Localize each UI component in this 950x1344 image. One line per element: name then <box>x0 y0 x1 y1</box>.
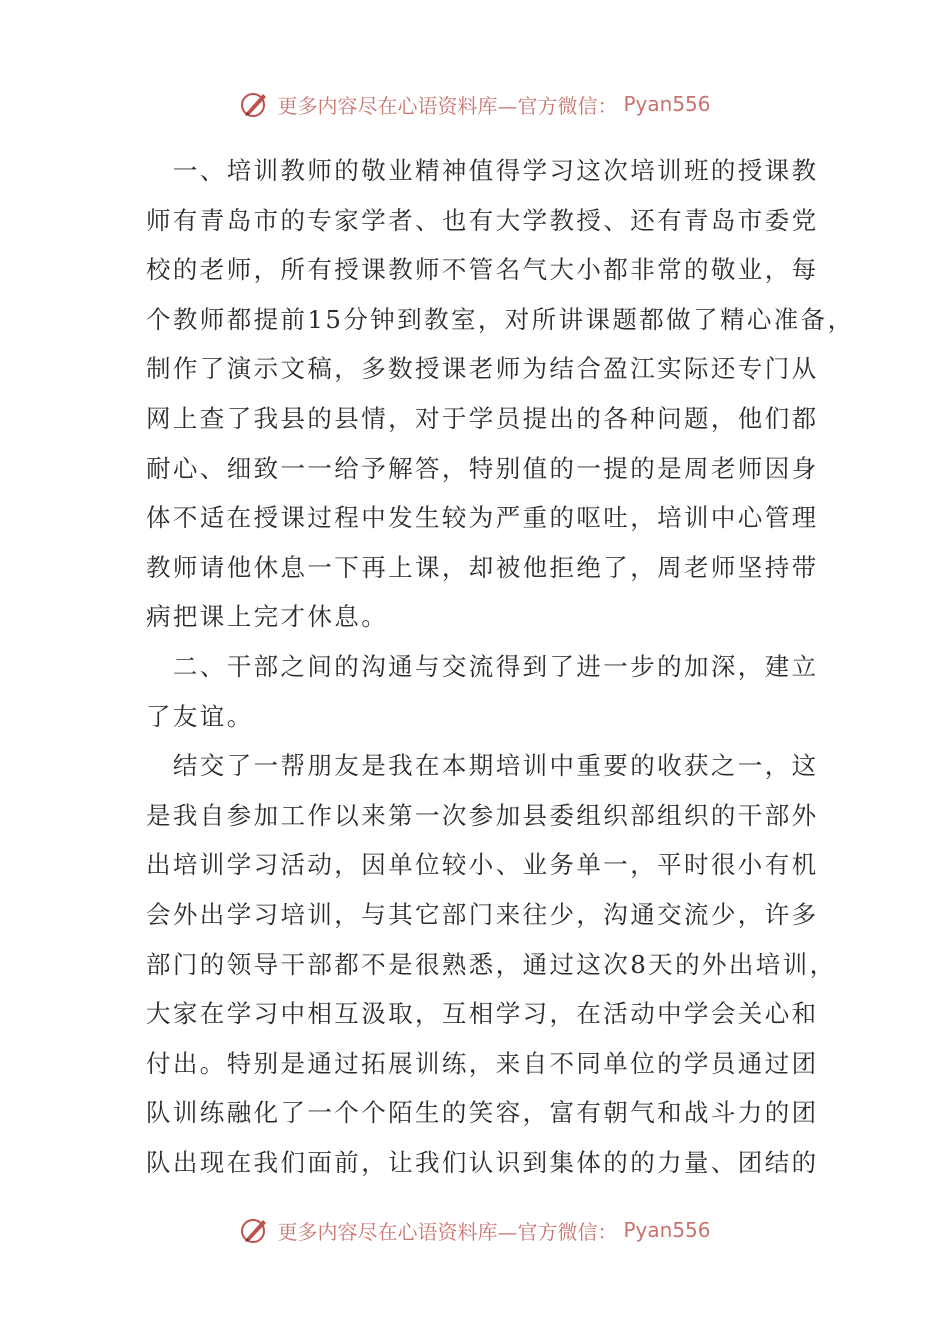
body-line: 出培训学习活动，因单位较小、业务单一，平时很小有机 <box>146 850 819 880</box>
pen-circle-logo-icon <box>239 88 271 120</box>
body-line: 部门的领导干部都不是很熟悉，通过这次8天的外出培训， <box>146 949 837 979</box>
body-line: 一、培训教师的敬业精神值得学习这次培训班的授课教 <box>146 156 819 185</box>
banner-wechat-id: Pyan556 <box>623 92 711 116</box>
document-body <box>146 146 855 1187</box>
banner-wechat-id: Pyan556 <box>623 1218 711 1242</box>
header-banner <box>0 84 950 124</box>
body-line: 耐心、细致一一给予解答，特别值的一提的是周老师因身 <box>146 453 819 483</box>
pen-circle-logo-icon <box>239 1214 271 1246</box>
body-line: 队出现在我们面前，让我们认识到集体的的力量、团结的 <box>146 1147 819 1177</box>
body-line: 教师请他休息一下再上课，却被他拒绝了，周老师坚持带 <box>146 552 819 582</box>
body-line: 师有青岛市的专家学者、也有大学教授、还有青岛市委党 <box>146 205 819 235</box>
body-line: 制作了演示文稿，多数授课老师为结合盈江实际还专门从 <box>146 354 819 384</box>
body-line: 了友谊。 <box>146 701 254 731</box>
banner-text: 更多内容尽在心语资料库—官方微信： <box>277 1219 618 1244</box>
body-line: 会外出学习培训，与其它部门来往少，沟通交流少，许多 <box>146 899 819 929</box>
body-line: 个教师都提前15分钟到教室，对所讲课题都做了精心准备， <box>146 304 855 334</box>
body-line: 是我自参加工作以来第一次参加县委组织部组织的干部外 <box>146 800 819 830</box>
body-line: 二、干部之间的沟通与交流得到了进一步的加深，建立 <box>146 651 819 681</box>
body-line: 付出。特别是通过拓展训练，来自不同单位的学员通过团 <box>146 1048 819 1078</box>
body-line: 网上查了我县的县情，对于学员提出的各种问题，他们都 <box>146 403 819 433</box>
body-line: 校的老师，所有授课教师不管名气大小都非常的敬业，每 <box>146 255 819 285</box>
body-line: 体不适在授课过程中发生较为严重的呕吐，培训中心管理 <box>146 503 819 533</box>
body-line: 结交了一帮朋友是我在本期培训中重要的收获之一，这 <box>146 751 819 781</box>
body-line: 队训练融化了一个个陌生的笑容，富有朝气和战斗力的团 <box>146 1098 819 1128</box>
body-line: 病把课上完才休息。 <box>146 602 389 632</box>
footer-banner <box>0 1210 950 1250</box>
body-line: 大家在学习中相互汲取，互相学习，在活动中学会关心和 <box>146 999 819 1029</box>
banner-text: 更多内容尽在心语资料库—官方微信： <box>277 93 618 118</box>
